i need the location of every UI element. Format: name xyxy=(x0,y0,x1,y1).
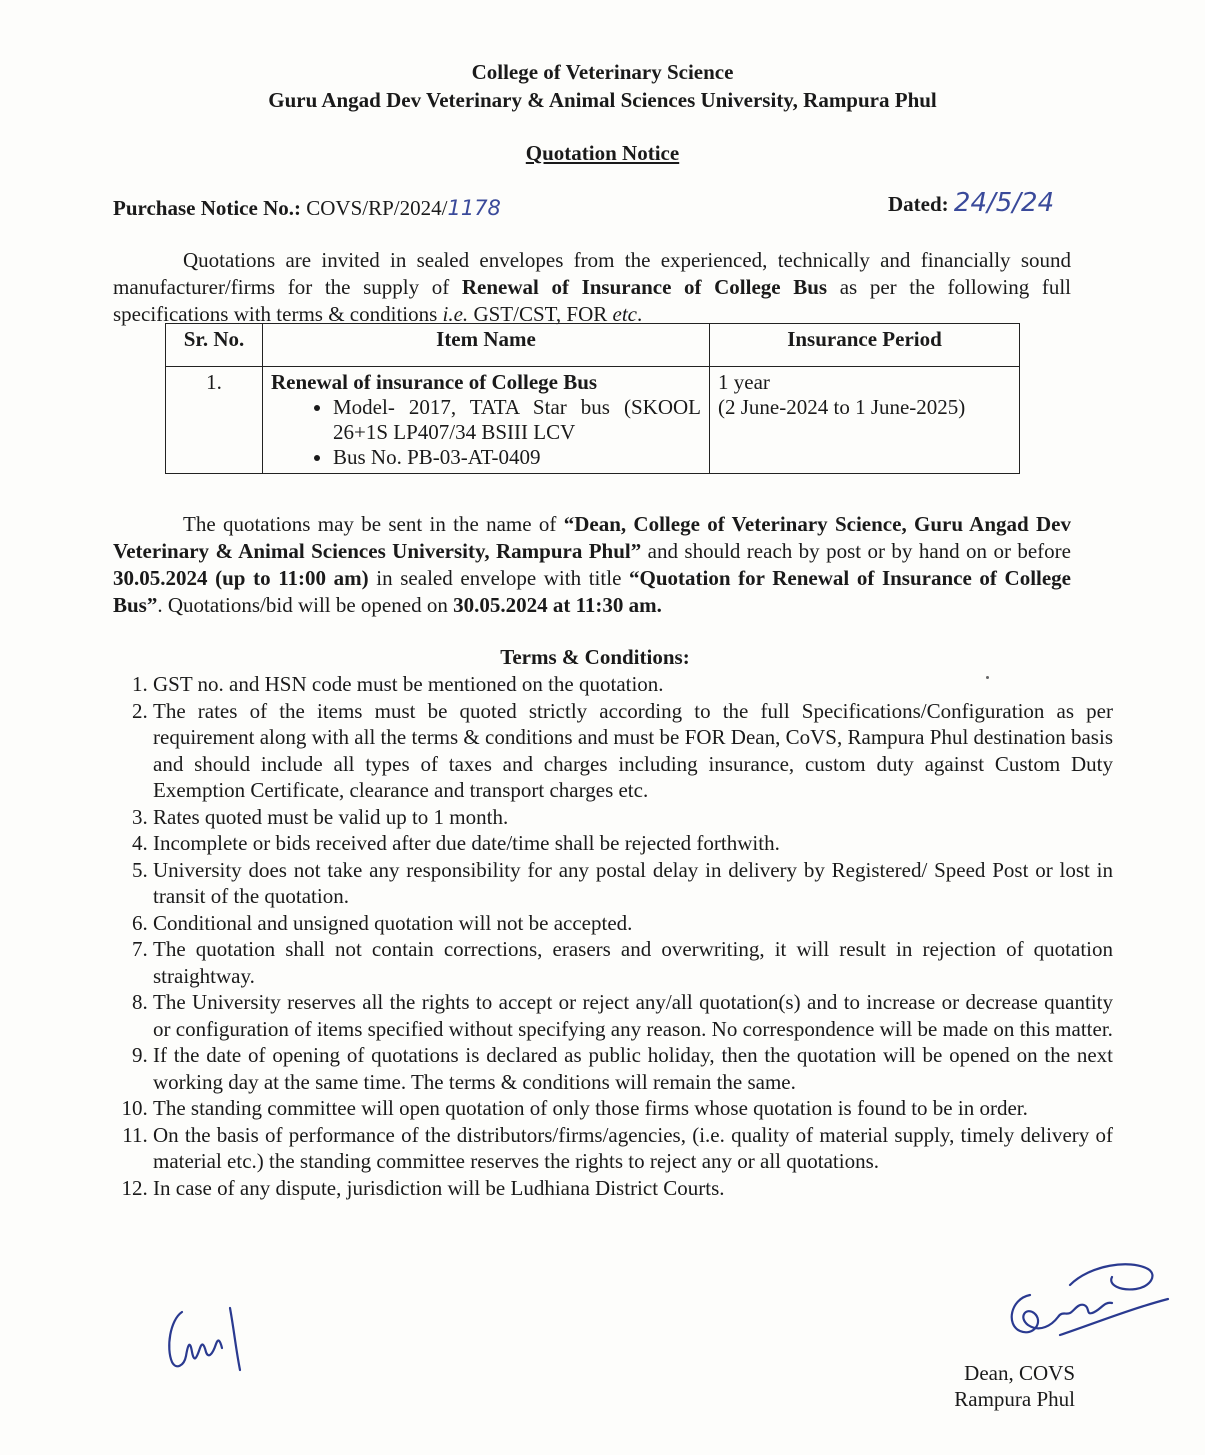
signatory-place: Rampura Phul xyxy=(954,1387,1075,1411)
list-item: 8. The University reserves all the rights to accept or reject any/all quotation(s) and to increase or decrease quantity or configuration of items specified without specifying any reason. No correspondence will be made on this matter. xyxy=(153,989,1113,1042)
purchase-notice-number xyxy=(113,196,501,221)
list-item: 11. On the basis of performance of the distributors/firms/agencies, (i.e. quality of material supply, timely delivery of material etc.) the standing committee reserves the rights to reject any or all quotations. xyxy=(153,1122,1113,1175)
terms-list xyxy=(113,671,1113,1201)
list-item: 5. University does not take any responsibility for any postal delay in delivery by Registered/ Speed Post or lost in transit of the quotation. xyxy=(153,857,1113,910)
submission-bold-1: “Dean, College of Veterinary Science, Guru Angad Dev Veterinary & Animal Sciences University, Rampura Phul” xyxy=(113,512,1071,563)
handwritten-date: 24/5/24 xyxy=(953,188,1055,218)
cell-sr-no: 1. xyxy=(166,367,263,474)
submission-text-3: in sealed envelope with title xyxy=(368,566,630,590)
list-item: 7. The quotation shall not contain corrections, erasers and overwriting, it will result in rejection of quotation straightway. xyxy=(153,936,1113,989)
purchase-notice-label: Purchase Notice No.: xyxy=(113,196,301,220)
intro-bold: Renewal of Insurance of College Bus xyxy=(461,275,828,299)
item-title: Renewal of insurance of College Bus xyxy=(271,370,598,394)
list-item: 3. Rates quoted must be valid up to 1 month. xyxy=(153,804,1113,831)
intro-text-1: Quotations are invited in sealed envelopes from the experienced, technically and financially sound manufacturer/firms for the supply of xyxy=(113,248,1071,299)
dated xyxy=(888,188,1054,218)
table-row xyxy=(166,367,1020,474)
item-bullets xyxy=(271,395,701,470)
list-item: 2. The rates of the items must be quoted strictly according to the full Specifications/Configuration as per requirement along with all the terms & conditions and must be FOR Dean, CoVS, Rampura Phul destination basis and should include all types of taxes and charges including insurance, custom duty against Custom Duty Exemption Certificate, clearance and transport charges etc. xyxy=(153,698,1113,804)
list-item: 1. GST no. and HSN code must be mentioned on the quotation. xyxy=(153,671,1113,698)
intro-paragraph xyxy=(113,247,1071,328)
list-item: 10. The standing committee will open quotation of only those firms whose quotation is found to be in order. xyxy=(153,1095,1113,1122)
intro-ie: i.e. xyxy=(442,302,469,326)
items-table xyxy=(165,323,1020,474)
period-duration: 1 year xyxy=(718,370,770,394)
header-insurance-period: Insurance Period xyxy=(710,324,1020,367)
cell-item-name xyxy=(263,367,710,474)
terms-title: Terms & Conditions: xyxy=(500,645,690,669)
list-item: 9. If the date of opening of quotations is declared as public holiday, then the quotation will be opened on the next working day at the same time. The terms & conditions will remain the same. xyxy=(153,1042,1113,1095)
purchase-notice-value: COVS/RP/2024/ xyxy=(306,196,448,220)
submission-paragraph xyxy=(113,511,1071,619)
submission-text-1: The quotations may be sent in the name of xyxy=(183,512,564,536)
signatory-title: Dean, COVS xyxy=(964,1361,1075,1385)
intro-etc: etc xyxy=(612,302,637,326)
list-item: 6. Conditional and unsigned quotation will not be accepted. xyxy=(153,910,1113,937)
college-name: College of Veterinary Science xyxy=(471,60,734,84)
list-item: 4. Incomplete or bids received after due date/time shall be rejected forthwith. xyxy=(153,830,1113,857)
submission-text-2: and should reach by post or by hand on or before xyxy=(641,539,1071,563)
submission-text-4: . Quotations/bid will be opened on xyxy=(157,593,454,617)
left-signature xyxy=(160,1300,260,1380)
cell-insurance-period xyxy=(710,367,1020,474)
period-dates: (2 June-2024 to 1 June-2025) xyxy=(718,395,966,419)
intro-text-3: GST/CST, FOR xyxy=(468,302,613,326)
handwritten-notice-number: 1178 xyxy=(447,196,501,220)
intro-text-4: . xyxy=(637,302,643,326)
item-bullet-bus-no: • Bus No. PB-03-AT-0409 xyxy=(333,445,701,470)
submission-bold-3: “Quotation for Renewal of Insurance of College Bus” xyxy=(113,566,1072,617)
list-item: 12. In case of any dispute, jurisdiction will be Ludhiana District Courts. xyxy=(153,1175,1113,1202)
submission-bold-4: 30.05.2024 at 11:30 am. xyxy=(453,593,662,617)
dated-label: Dated: xyxy=(888,192,949,216)
university-name: Guru Angad Dev Veterinary & Animal Sciences University, Rampura Phul xyxy=(268,88,937,112)
intro-text-2: as per the following full specifications with terms & conditions xyxy=(113,275,1071,326)
item-bullet-model: • Model- 2017, TATA Star bus (SKOOL 26+1S LP407/34 BSIII LCV xyxy=(333,395,701,445)
right-signature xyxy=(1000,1255,1170,1355)
table-header-row xyxy=(166,324,1020,367)
header-item-name: Item Name xyxy=(263,324,710,367)
signatory xyxy=(940,1360,1075,1412)
submission-bold-2: 30.05.2024 (up to 11:00 am) xyxy=(113,566,369,590)
notice-title: Quotation Notice xyxy=(525,141,680,165)
header-sr-no: Sr. No. xyxy=(166,324,263,367)
